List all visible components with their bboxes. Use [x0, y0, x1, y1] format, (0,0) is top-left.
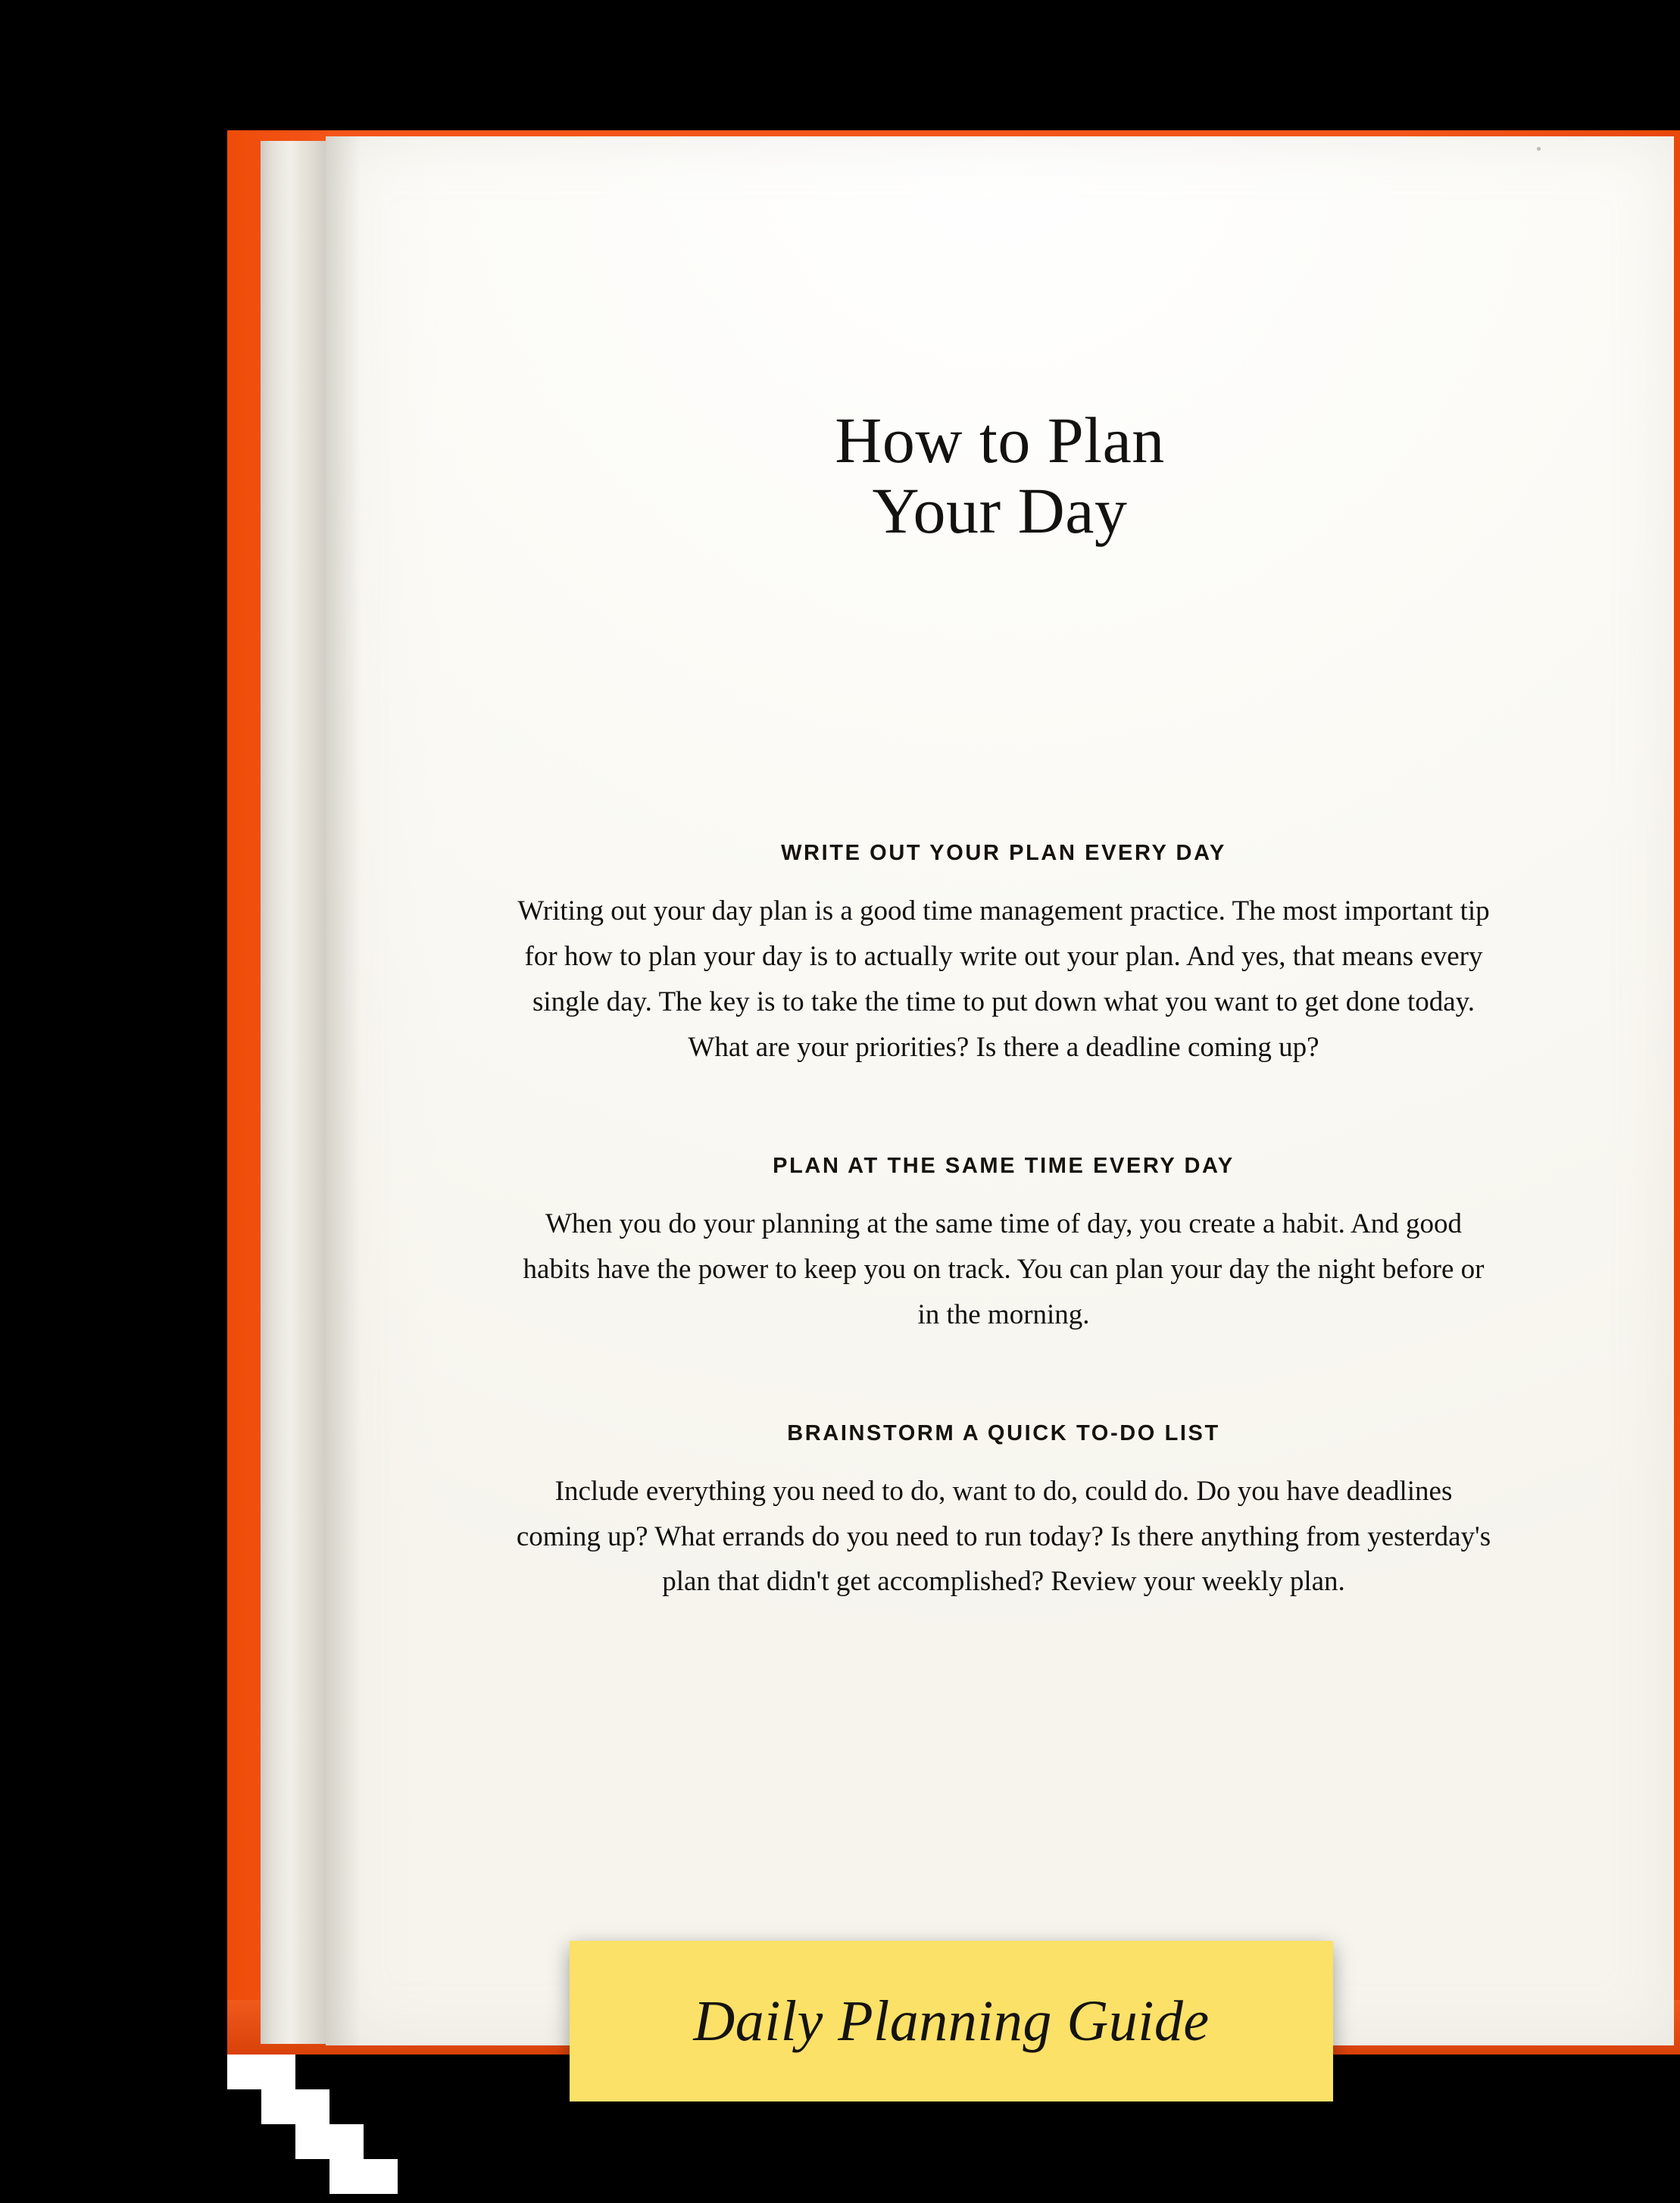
section-paragraph: Include everything you need to do, want to do, could do. Do you have deadlines coming up? What errands do you need to run today? Is there anything from yesterday's plan that didn't get accomplished? Review your weekly plan.	[516, 1475, 1491, 1598]
section-body	[511, 889, 1496, 1070]
section-heading: PLAN AT THE SAME TIME EVERY DAY	[773, 1153, 1235, 1178]
section-list	[511, 841, 1496, 1688]
banner	[570, 1941, 1333, 2101]
section	[511, 841, 1496, 1070]
banner-label: Daily Planning Guide	[693, 1989, 1210, 2053]
section-paragraph: When you do your planning at the same time of day, you create a habit. And good habits have the power to keep you on track. You can plan your day the night before or in the morning.	[523, 1208, 1485, 1330]
cast-shadow-step	[295, 2124, 364, 2159]
section-body	[511, 1201, 1496, 1338]
cast-shadow-step	[329, 2159, 398, 2194]
page-title-line-2: Your Day	[872, 473, 1128, 547]
page-block-edge	[261, 141, 332, 2044]
cast-shadow-step	[261, 2089, 329, 2124]
section-body	[511, 1469, 1496, 1605]
cast-shadow-step	[227, 2055, 295, 2089]
section	[511, 1154, 1496, 1338]
page-title-line-1: How to Plan	[835, 404, 1165, 477]
section-heading: BRAINSTORM A QUICK TO-DO LIST	[787, 1420, 1220, 1445]
page-content	[326, 136, 1674, 2045]
section-paragraph: Writing out your day plan is a good time management practice. The most important tip for how to plan your day is to actually write out your plan. And yes, that means every single day. The key is to take the time to put down what you want to get done today. What are your priorities? Is there a deadline coming up?	[517, 895, 1490, 1063]
section	[511, 1421, 1496, 1605]
page-title	[326, 405, 1674, 546]
section-heading: WRITE OUT YOUR PLAN EVERY DAY	[781, 841, 1226, 865]
